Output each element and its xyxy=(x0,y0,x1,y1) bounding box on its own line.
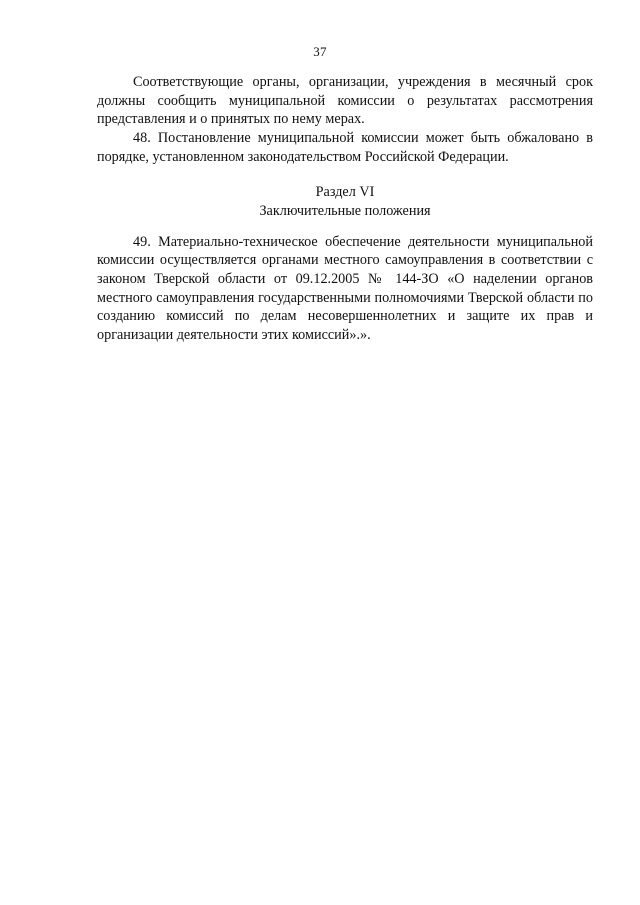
section-heading xyxy=(97,183,593,221)
document-content xyxy=(97,73,593,345)
section-subtitle: Заключительные положения xyxy=(259,202,431,219)
section-title: Раздел VI xyxy=(315,183,375,200)
paragraph-48: 48. Постановление муниципальной комиссии может быть обжаловано в порядке, установленном законодательством Российской Федерации. xyxy=(97,130,593,165)
paragraph-49: 49. Материально-техническое обеспечение деятельности муниципальной комиссии осуществляется органами местного самоуправления в соответствии с законом Тверской области от 09.12.2005 № 144-ЗО «О наделении органов местного самоуправления государственными полномочиями Тверской области по созданию комиссий по делам несовершеннолетних и защите их прав и организации деятельности этих комиссий».». xyxy=(97,233,593,344)
paragraph-result-notification: Соответствующие органы, организации, учреждения в месячный срок должны сообщить муниципальной комиссии о результатах рассмотрения представления и о принятых по нему мерах. xyxy=(97,74,593,128)
page-number: 37 xyxy=(313,44,327,59)
